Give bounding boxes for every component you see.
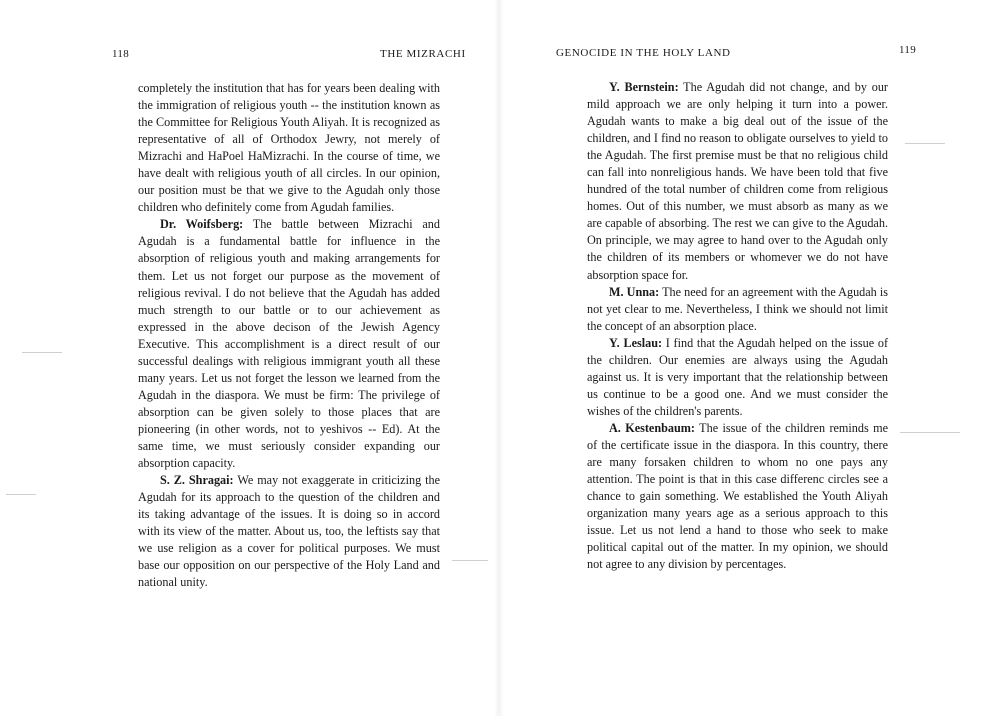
- book-gutter: [494, 0, 504, 716]
- paragraph-text: I find that the Agudah helped on the issue of the children. Our enemies are always using the Agudah against us. It is very important that the relationship between us continue to be a good one. And we must consider the wishes of the children's parents.: [587, 335, 889, 418]
- paragraph: [587, 79, 888, 284]
- scan-speck: [452, 560, 488, 561]
- scan-speck: [22, 352, 62, 353]
- scan-speck: [905, 143, 945, 144]
- speaker-name: M. Unna:: [609, 284, 660, 299]
- speaker-name: Y. Bernstein:: [609, 80, 679, 94]
- speaker-name: A. Kestenbaum:: [609, 420, 695, 435]
- paragraph: [587, 284, 888, 335]
- paragraph: [138, 472, 440, 591]
- speaker-name: Y. Leslau:: [609, 335, 663, 350]
- paragraph-text: completely the institution that has for years been dealing with the immigration of religious youth -- the institution known as the Committee for Religious Youth Aliyah. It is recognized as representative of all of Orthodox Jewry, not merely of Mizrachi and HaPoel HaMizrachi. In the course of time, we have dealt with religious youth of all circles. In our opinion, our position must be that we give to the Agudah only those children who definitely come from Agudah families.: [138, 81, 440, 215]
- paragraph-text: The battle between Mizrachi and Agudah is a fundamental battle for influence in the absorption of religious youth and making arrangements for them. Let us not forget our purpose as the movement of religious revival. I do not believe that the Agudah has added much strength to our battle or to our achievement as expressed in the above decison of the Jewish Agency Executive. This accomplishment is a direct result of our successful dealings with religious immigrant youth all these many years. Let us not forget the lesson we learned from the Agudah in the diaspora. We must be firm: The privilege of absorption can be given solely to those places that are pioneering (in other words, not to yeshivos -- Ed). At the same time, we must seriously consider expanding our absorption capacity.: [138, 217, 440, 471]
- right-running-head: GENOCIDE IN THE HOLY LAND: [556, 47, 731, 59]
- paragraph-text: The issue of the children reminds me of the certificate issue in the diaspora. In this country, there are many forsaken children to whom no one pays any attention. The point is that in this case differenc circles see a chance to gain something. We established the Youth Aliyah organization many years age as a serious approach to this issue. Let us not lend a hand to those who seek to make political capital out of the matter. In my opinion, we should not agree to any division by percentages.: [587, 420, 888, 572]
- paragraph-text: The need for an agreement with the Agudah is not yet clear to me. Nevertheless, I think we should not limit the concept of an absorption place.: [587, 284, 889, 333]
- right-page-number: 119: [899, 44, 916, 56]
- speaker-name: Dr. Woifsberg:: [160, 217, 244, 232]
- paragraph: [587, 335, 888, 420]
- speaker-name: S. Z. Shragai:: [160, 473, 234, 488]
- left-page-number: 118: [112, 48, 129, 60]
- scan-speck: [6, 494, 36, 495]
- left-running-head: THE MIZRACHI: [380, 48, 466, 60]
- paragraph-text: We may not exaggerate in criticizing the Agudah for its approach to the question of the children and its taking advantage of the issues. It is doing so in accord with its view of the matter. About us, too, the leftists say that we use religion as a cover for political purposes. We must base our opposition on our perspective of the Holy Land and national unity.: [138, 473, 440, 590]
- paragraph: [587, 420, 888, 573]
- scan-speck: [900, 432, 960, 433]
- paragraph: [138, 216, 440, 472]
- paragraph-text: The Agudah did not change, and by our mild approach we are only helping it turn into a power. Agudah wants to make a big deal out of the issue of the children, and I find no reason to obligate ourselves to yield to the Agudah. The first premise must be that no religious child can fall into nonreligious hands. We have been told that five hundred of the total number of children come from religious homes. Out of this number, we must absorb as many as we are capable of absorbing. The rest we can give to the Agudah. On principle, we may agree to hand over to the Agudah only the children of its members or whomever we do not have absorption space for.: [587, 80, 888, 282]
- paragraph: [138, 80, 440, 216]
- left-page-text: [138, 80, 440, 591]
- right-page-text: [587, 79, 888, 573]
